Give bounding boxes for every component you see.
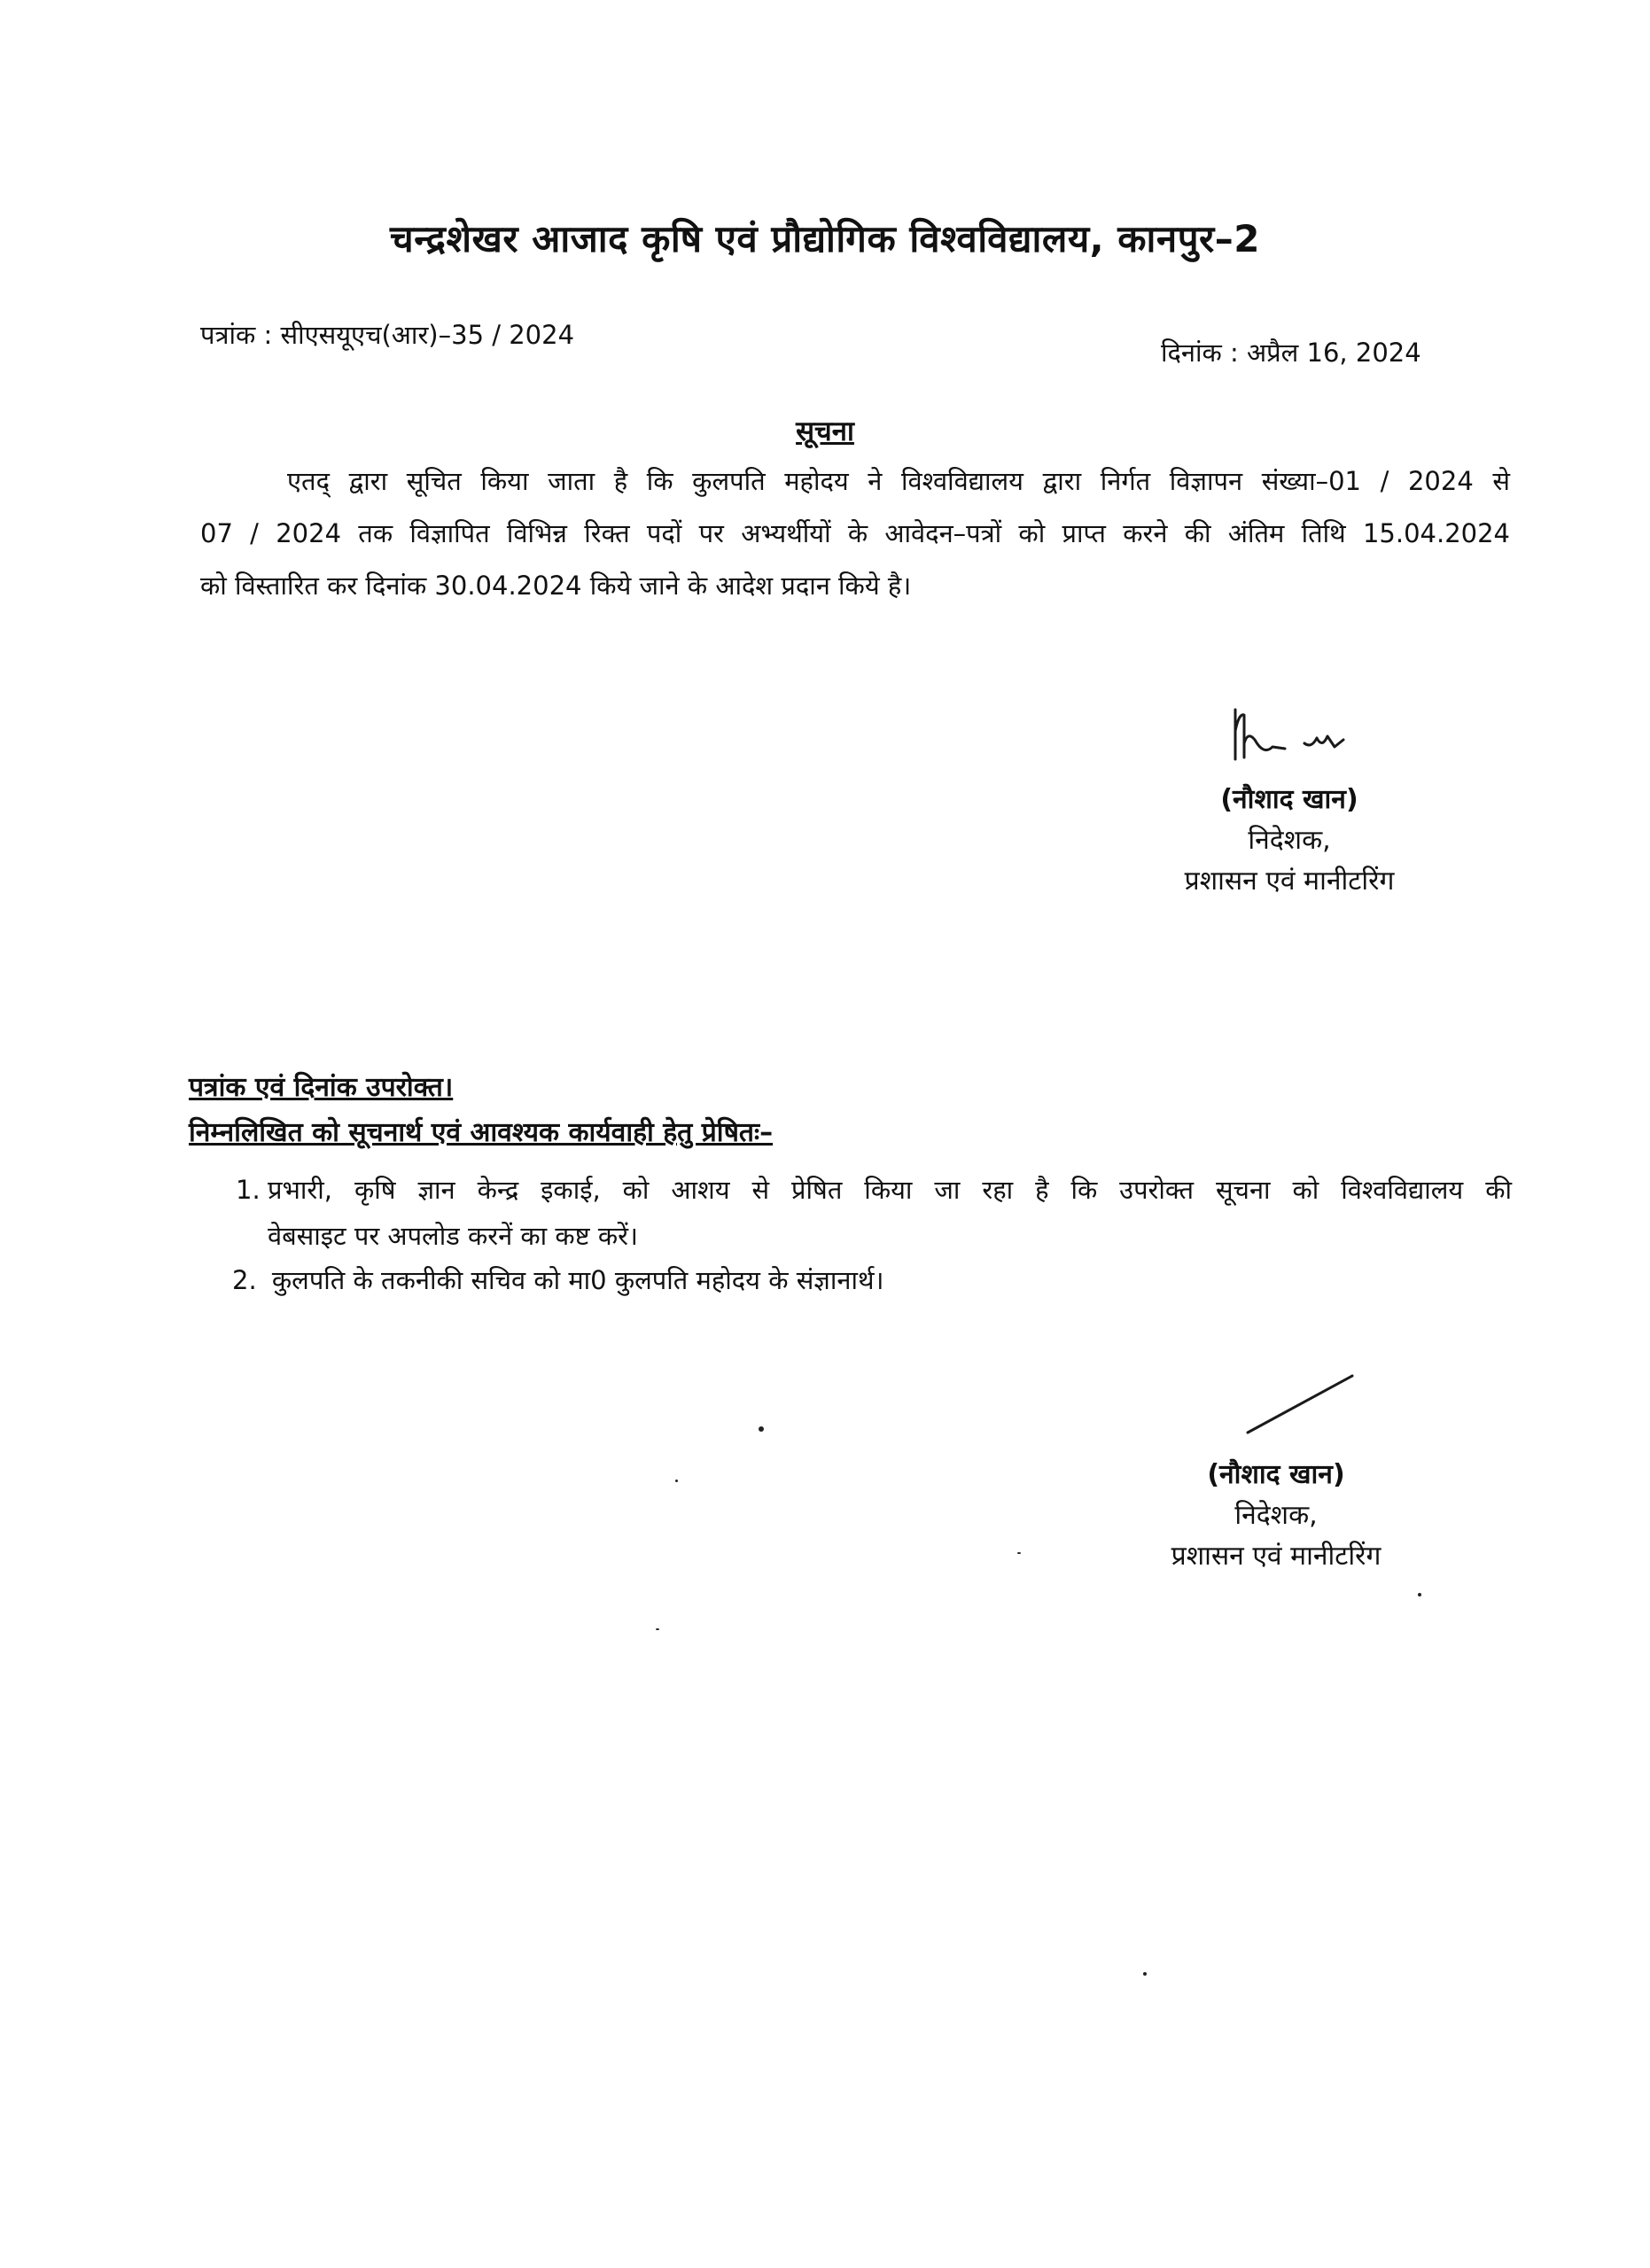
scan-speck: [656, 1628, 659, 1630]
notice-body: [200, 462, 1510, 619]
signatory-name: (नौशाद खान): [1207, 1459, 1345, 1490]
recipient-text-continued: वेबसाइट पर अपलोड करनें का कष्ट करें।: [268, 1221, 638, 1251]
recipient-number: 1.: [236, 1175, 261, 1205]
notice-body-line: 07 / 2024 तक विज्ञापित विभिन्न रिक्त पदों पर अभ्यर्थीयों के आवेदन–पत्रों को प्राप्त करने की अंतिम तिथि 15.04.2024: [200, 518, 1510, 548]
signatory-name: (नौशाद खान): [1220, 784, 1358, 815]
university-title: चन्द्रशेखर आजाद कृषि एवं प्रौद्योगिक विश्वविद्यालय, कानपुर–2: [390, 217, 1260, 260]
signature-block-1: [1086, 780, 1493, 902]
scan-speck: [1017, 1552, 1021, 1554]
signature-2-image: [1241, 1369, 1365, 1440]
signatory-department: प्रशासन एवं मानीटरिंग: [1184, 866, 1395, 897]
scan-speck: [759, 1426, 764, 1432]
recipient-text: प्रभारी, कृषि ज्ञान केन्द्र इकाई, को आशय से प्रेषित किया जा रहा है कि उपरोक्त सूचना को विश्वविद्यालय की: [268, 1175, 1512, 1205]
signatory-department: प्रशासन एवं मानीटरिंग: [1171, 1541, 1381, 1572]
signature-block-2: [1072, 1455, 1480, 1577]
reference-number: पत्रांक : सीएसयूएच(आर)–35 / 2024: [200, 320, 575, 350]
notice-body-line: को विस्तारित कर दिनांक 30.04.2024 किये जाने के आदेश प्रदान किये है।: [200, 571, 912, 601]
signatory-designation: निदेशक,: [1234, 1500, 1318, 1531]
signatory-designation: निदेशक,: [1248, 825, 1331, 856]
letter-date: दिनांक : अप्रैल 16, 2024: [1161, 338, 1421, 368]
recipient-item: [232, 1260, 884, 1301]
scan-speck: [675, 1480, 678, 1482]
scan-speck: [1143, 1972, 1147, 1976]
notice-body-line: एतद् द्वारा सूचित किया जाता है कि कुलपति महोदय ने विश्वविद्यालय द्वारा निर्गत विज्ञापन संख्या–01 / 2024 से: [287, 466, 1510, 496]
recipient-number: 2.: [232, 1265, 257, 1295]
scan-speck: [1418, 1593, 1421, 1596]
copy-reference: पत्रांक एवं दिनांक उपरोक्त।: [189, 1072, 454, 1103]
recipient-text: कुलपति के तकनीकी सचिव को मा0 कुलपति महोदय के संज्ञानार्थ।: [271, 1265, 884, 1295]
forwarding-line: निम्नलिखित को सूचनार्थ एवं आवश्यक कार्यवाही हेतु प्रेषितः–: [189, 1117, 774, 1148]
signature-1-image: [1223, 704, 1365, 775]
notice-heading: सूचना: [796, 416, 854, 447]
